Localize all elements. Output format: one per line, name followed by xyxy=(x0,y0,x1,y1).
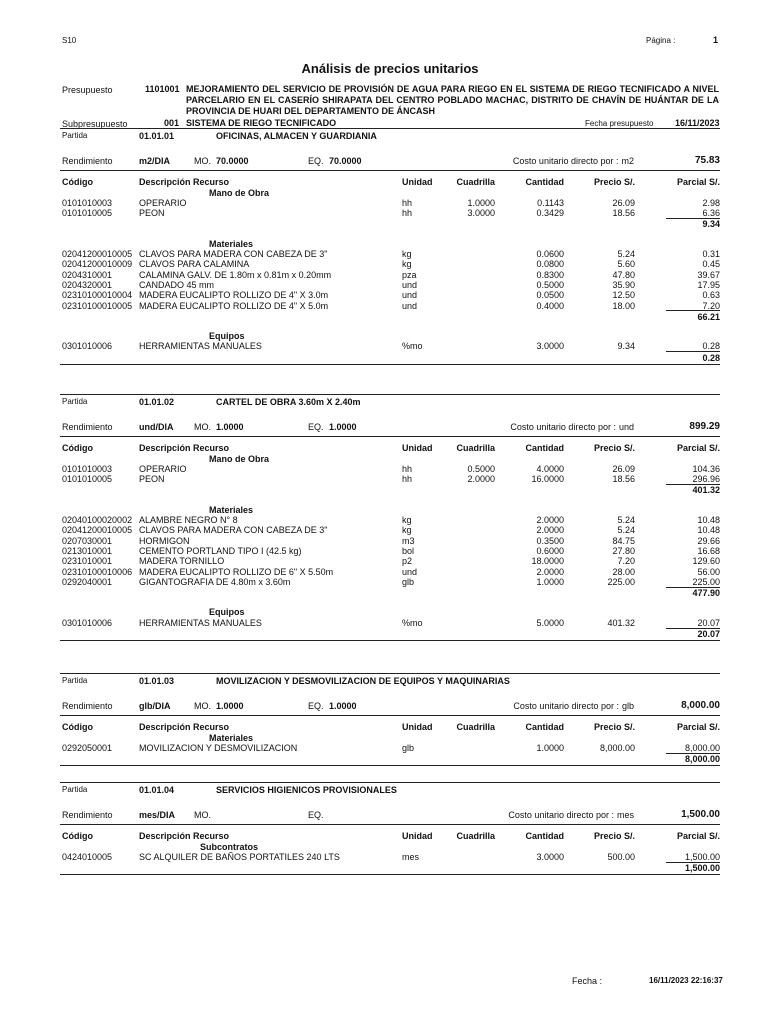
column-header-unidad: Unidad xyxy=(402,722,433,732)
table-row xyxy=(0,474,768,485)
cell-parcial: 0.31 xyxy=(702,249,720,259)
column-header-codigo: Código xyxy=(62,177,93,187)
column-header-parcial: Parcial S/. xyxy=(676,831,720,841)
cell-unidad: bol xyxy=(402,545,415,556)
cell-parcial: 29.66 xyxy=(697,535,720,546)
cell-precio: 5.24 xyxy=(617,515,635,525)
cell-descripcion: MADERA EUCALIPTO ROLLIZO DE 6" X 5.50m xyxy=(139,566,334,577)
cell-precio: 84.75 xyxy=(612,535,635,546)
partida-code: 01.01.02 xyxy=(139,397,175,407)
subpresupuesto-label: Subpresupuesto xyxy=(62,119,128,129)
column-header-cuadrilla: Cuadrilla xyxy=(456,831,495,841)
rendimiento-unit: und/DIA xyxy=(139,422,174,432)
cell-descripcion: CANDADO 45 mm xyxy=(139,279,215,290)
presupuesto-description: MEJORAMIENTO DEL SERVICIO DE PROVISIÓN DE AGUA PARA RIEGO EN EL SISTEMA DE RIEGO TECNIFICADO A NIVEL PARCELARIO EN EL CASERÍO SHIRAPATA DEL CENTRO POBLADO MACHAC, DISTRITO DE CHAVÍN DE HUÁNTAR DE LA PROVINCIA DE HUARI DEL DEPARTAMENTO DE ÁNCASH xyxy=(186,84,719,116)
group-title: Subcontratos xyxy=(200,841,259,852)
column-header-codigo: Código xyxy=(62,722,93,732)
cell-cantidad: 18.0000 xyxy=(531,556,564,567)
page-label: Página : xyxy=(646,36,676,45)
group-title: Equipos xyxy=(209,331,245,342)
cell-parcial: 10.48 xyxy=(697,515,720,525)
partida-top-rule xyxy=(60,782,720,783)
cell-parcial: 16.68 xyxy=(697,545,720,556)
cell-unidad: und xyxy=(402,290,418,301)
cell-descripcion: MADERA EUCALIPTO ROLLIZO DE 4" X 5.0m xyxy=(139,300,329,311)
partida-code: 01.01.03 xyxy=(139,676,175,686)
column-header-descripcion: Descripción Recurso xyxy=(139,722,230,732)
presupuesto-code: 1101001 xyxy=(145,84,180,94)
cell-codigo: 0424010005 xyxy=(62,851,113,862)
cell-precio: 12.50 xyxy=(612,290,635,301)
cell-precio: 18.56 xyxy=(612,474,635,485)
cell-cantidad: 0.8300 xyxy=(536,269,564,280)
presupuesto-label: Presupuesto xyxy=(62,85,113,95)
cell-precio: 28.00 xyxy=(612,566,635,577)
costo-unitario-label xyxy=(513,156,634,166)
cell-precio: 18.56 xyxy=(612,208,635,219)
cell-unidad: glb xyxy=(402,742,415,753)
partida-name: CARTEL DE OBRA 3.60m X 2.40m xyxy=(216,397,361,407)
cell-precio: 35.90 xyxy=(612,279,635,290)
cell-unidad: mes xyxy=(402,851,420,862)
cell-cantidad: 0.0600 xyxy=(536,249,564,259)
column-header-parcial: Parcial S/. xyxy=(676,443,720,453)
cell-cantidad: 2.0000 xyxy=(536,525,564,536)
column-header-descripcion: Descripción Recurso xyxy=(139,831,230,841)
cell-unidad: %mo xyxy=(402,617,423,628)
column-header-unidad: Unidad xyxy=(402,177,433,187)
table-row xyxy=(0,301,768,312)
cell-parcial: 104.36 xyxy=(692,463,720,474)
costo-unitario-value: 1,500.00 xyxy=(681,809,720,820)
group-subtotal: 8,000.00 xyxy=(684,754,720,765)
cell-cantidad: 3.0000 xyxy=(536,341,564,352)
partida-top-rule xyxy=(60,673,720,674)
column-header-row xyxy=(0,831,768,842)
cell-cantidad: 3.0000 xyxy=(536,851,564,862)
cell-descripcion: CLAVOS PARA MADERA CON CABEZA DE 3" xyxy=(139,249,328,259)
cell-descripcion: OPERARIO xyxy=(139,197,187,208)
group-subtotal: 20.07 xyxy=(697,629,720,639)
group-subtotal: 401.32 xyxy=(692,485,720,496)
footer-fecha-value: 16/11/2023 22:16:37 xyxy=(649,976,723,985)
cell-descripcion: PEON xyxy=(139,474,165,485)
cell-codigo: 02041200010005 xyxy=(62,525,133,536)
mo-label: MO. xyxy=(194,422,211,432)
table-row xyxy=(0,618,768,629)
cell-descripcion: CLAVOS PARA MADERA CON CABEZA DE 3" xyxy=(139,525,328,536)
costo-label-text: Costo unitario directo por : xyxy=(512,156,619,166)
cell-precio: 47.80 xyxy=(612,269,635,280)
cell-codigo: 0204310001 xyxy=(62,269,113,280)
partida-bottom-rule xyxy=(60,364,720,365)
costo-unit: m2 xyxy=(621,156,634,166)
cell-cantidad: 5.0000 xyxy=(536,617,564,628)
column-header-descripcion: Descripción Recurso xyxy=(139,177,230,187)
group-title: Mano de Obra xyxy=(209,187,270,198)
cell-precio: 225.00 xyxy=(607,576,635,587)
column-header-row xyxy=(0,177,768,188)
mo-value: 1.0000 xyxy=(216,422,244,432)
cell-precio: 7.20 xyxy=(617,556,635,567)
group-subtotal: 1,500.00 xyxy=(684,863,720,874)
footer-fecha-label: Fecha : xyxy=(572,976,603,986)
mo-value: 70.0000 xyxy=(216,156,249,166)
cell-precio: 5.24 xyxy=(617,249,635,259)
cell-descripcion: MADERA EUCALIPTO ROLLIZO DE 4" X 3.0m xyxy=(139,290,329,301)
cell-unidad: %mo xyxy=(402,341,423,352)
cell-descripcion: OPERARIO xyxy=(139,463,187,474)
cell-precio: 9.34 xyxy=(617,341,635,352)
group-subtotal: 9.34 xyxy=(702,219,720,230)
rendimiento-rule xyxy=(60,715,720,716)
partida-label: Partida xyxy=(62,131,88,140)
cell-parcial: 17.95 xyxy=(697,279,720,290)
rendimiento-rule xyxy=(60,436,720,437)
cell-unidad: hh xyxy=(402,208,413,219)
costo-unit: mes xyxy=(616,810,634,820)
column-header-precio: Precio S/. xyxy=(593,722,635,732)
cell-unidad: m3 xyxy=(402,535,415,546)
partida-label: Partida xyxy=(62,676,88,685)
fecha-presupuesto-label: Fecha presupuesto xyxy=(585,119,654,128)
costo-label-text: Costo unitario directo por : xyxy=(508,810,614,820)
cell-parcial: 8,000.00 xyxy=(684,742,720,753)
table-row xyxy=(0,743,768,754)
eq-value: 70.0000 xyxy=(329,156,362,166)
cell-cuadrilla: 1.0000 xyxy=(467,197,495,208)
cell-cantidad: 1.0000 xyxy=(536,576,564,587)
cell-codigo: 02041200010005 xyxy=(62,249,133,259)
group-subtotal: 66.21 xyxy=(697,311,720,322)
group-title: Mano de Obra xyxy=(209,453,270,464)
partida-code: 01.01.01 xyxy=(139,131,175,141)
cell-parcial: 129.60 xyxy=(692,556,720,567)
partida-top-rule xyxy=(60,128,720,129)
cell-codigo: 0231010001 xyxy=(62,556,113,567)
cell-parcial: 225.00 xyxy=(692,576,720,587)
partida-name: SERVICIOS HIGIENICOS PROVISIONALES xyxy=(216,785,397,795)
partida-bottom-rule xyxy=(60,874,720,875)
cell-parcial: 0.28 xyxy=(702,341,720,352)
cell-unidad: hh xyxy=(402,463,413,474)
rendimiento-unit: m2/DIA xyxy=(139,156,171,166)
table-row xyxy=(0,577,768,588)
rendimiento-unit: glb/DIA xyxy=(139,701,171,711)
column-header-cantidad: Cantidad xyxy=(525,177,564,187)
cell-codigo: 0204320001 xyxy=(62,279,113,290)
cell-precio: 26.09 xyxy=(612,197,635,208)
cell-codigo: 0292040001 xyxy=(62,576,113,587)
cell-parcial: 2.98 xyxy=(702,197,720,208)
cell-codigo: 0292050001 xyxy=(62,742,113,753)
costo-label-text: Costo unitario directo por : xyxy=(513,701,619,711)
column-header-row xyxy=(0,722,768,733)
cell-parcial: 10.48 xyxy=(697,525,720,536)
cell-unidad: kg xyxy=(402,249,412,259)
cell-unidad: kg xyxy=(402,515,412,525)
cell-unidad: hh xyxy=(402,197,413,208)
table-row xyxy=(0,208,768,219)
partida-top-rule xyxy=(60,394,720,395)
column-header-precio: Precio S/. xyxy=(593,831,635,841)
cell-cantidad: 2.0000 xyxy=(536,566,564,577)
cell-precio: 500.00 xyxy=(607,851,635,862)
group-title: Materiales xyxy=(209,238,254,249)
cell-parcial: 0.63 xyxy=(702,290,720,301)
mo-label: MO. xyxy=(194,156,211,166)
cell-cantidad: 1.0000 xyxy=(536,742,564,753)
cell-cantidad: 2.0000 xyxy=(536,515,564,525)
subpresupuesto-description: SISTEMA DE RIEGO TECNIFICADO xyxy=(186,118,337,128)
eq-value: 1.0000 xyxy=(329,422,357,432)
eq-value: 1.0000 xyxy=(329,701,357,711)
rendimiento-label: Rendimiento xyxy=(62,701,113,711)
cell-codigo: 0301010006 xyxy=(62,617,113,628)
partida-code: 01.01.04 xyxy=(139,785,175,795)
cell-precio: 8,000.00 xyxy=(599,742,635,753)
eq-label: EQ. xyxy=(308,810,324,820)
rendimiento-unit: mes/DIA xyxy=(139,810,176,820)
cell-unidad: kg xyxy=(402,525,412,536)
cell-unidad: glb xyxy=(402,576,415,587)
table-row xyxy=(0,341,768,352)
column-header-cantidad: Cantidad xyxy=(525,831,564,841)
cell-codigo: 0301010006 xyxy=(62,341,113,352)
cell-precio: 401.32 xyxy=(607,617,635,628)
costo-unitario-value: 75.83 xyxy=(694,155,720,166)
cell-descripcion: HORMIGON xyxy=(139,535,190,546)
cell-codigo: 0213010001 xyxy=(62,545,113,556)
eq-label: EQ. xyxy=(308,422,324,432)
cell-cantidad: 0.6000 xyxy=(536,545,564,556)
page-number: 1 xyxy=(713,35,719,45)
partida-bottom-rule xyxy=(60,640,720,641)
cell-precio: 26.09 xyxy=(612,463,635,474)
cell-descripcion: CEMENTO PORTLAND TIPO I (42.5 kg) xyxy=(139,545,302,556)
cell-parcial: 296.96 xyxy=(692,474,720,485)
cell-parcial: 7.20 xyxy=(702,300,720,311)
column-header-cuadrilla: Cuadrilla xyxy=(456,443,495,453)
column-header-codigo: Código xyxy=(62,443,93,453)
cell-descripcion: SC ALQUILER DE BAÑOS PORTATILES 240 LTS xyxy=(139,851,340,862)
cell-cantidad: 4.0000 xyxy=(536,463,564,474)
group-subtotal: 477.90 xyxy=(692,588,720,599)
costo-unitario-label xyxy=(513,701,634,711)
partida-label: Partida xyxy=(62,785,88,794)
cell-cuadrilla: 3.0000 xyxy=(467,208,495,219)
cell-codigo: 02310100010006 xyxy=(62,566,133,577)
costo-unitario-value: 899.29 xyxy=(689,421,720,432)
cell-codigo: 02041200010009 xyxy=(62,259,133,270)
column-header-row xyxy=(0,443,768,454)
cell-cuadrilla: 0.5000 xyxy=(467,463,495,474)
column-header-codigo: Código xyxy=(62,831,93,841)
costo-label-text: Costo unitario directo por : xyxy=(510,422,616,432)
cell-codigo: 02310100010005 xyxy=(62,300,133,311)
cell-unidad: p2 xyxy=(402,556,413,567)
mo-label: MO. xyxy=(194,810,211,820)
cell-parcial: 56.00 xyxy=(697,566,720,577)
cell-codigo: 02310100010004 xyxy=(62,290,133,301)
partida-name: OFICINAS, ALMACEN Y GUARDIANIA xyxy=(216,131,377,141)
eq-label: EQ. xyxy=(308,701,324,711)
cell-codigo: 0207030001 xyxy=(62,535,113,546)
cell-descripcion: ALAMBRE NEGRO N° 8 xyxy=(139,515,238,525)
cell-precio: 27.80 xyxy=(612,545,635,556)
costo-unitario-value: 8,000.00 xyxy=(681,700,720,711)
cell-precio: 5.60 xyxy=(617,259,635,270)
cell-codigo: 02040100020002 xyxy=(62,515,133,525)
cell-descripcion: HERRAMIENTAS MANUALES xyxy=(139,341,262,352)
rendimiento-rule xyxy=(60,824,720,825)
costo-unit: und xyxy=(618,422,634,432)
partida-label: Partida xyxy=(62,397,88,406)
column-header-cuadrilla: Cuadrilla xyxy=(456,177,495,187)
rendimiento-rule xyxy=(60,170,720,171)
group-title: Materiales xyxy=(209,504,254,515)
column-header-cantidad: Cantidad xyxy=(525,443,564,453)
system-label: S10 xyxy=(62,36,77,45)
cell-descripcion: HERRAMIENTAS MANUALES xyxy=(139,617,262,628)
cell-cantidad: 0.3429 xyxy=(536,208,564,219)
partida-name: MOVILIZACION Y DESMOVILIZACION DE EQUIPOS Y MAQUINARIAS xyxy=(216,676,510,686)
cell-unidad: kg xyxy=(402,259,412,270)
cell-parcial: 39.67 xyxy=(697,269,720,280)
column-header-cantidad: Cantidad xyxy=(525,722,564,732)
cell-codigo: 0101010005 xyxy=(62,474,113,485)
cell-descripcion: MADERA TORNILLO xyxy=(139,556,225,567)
costo-unitario-label xyxy=(508,810,634,820)
column-header-parcial: Parcial S/. xyxy=(676,177,720,187)
cell-cantidad: 0.1143 xyxy=(537,197,564,208)
cell-cantidad: 0.3500 xyxy=(536,535,564,546)
column-header-precio: Precio S/. xyxy=(593,177,635,187)
costo-unit: glb xyxy=(621,701,634,711)
cell-descripcion: CALAMINA GALV. DE 1.80m x 0.81m x 0.20mm xyxy=(139,269,332,280)
subpresupuesto-code: 001 xyxy=(164,118,180,128)
cell-precio: 18.00 xyxy=(612,300,635,311)
cell-cuadrilla: 2.0000 xyxy=(467,474,495,485)
column-header-parcial: Parcial S/. xyxy=(676,722,720,732)
cell-descripcion: CLAVOS PARA CALAMINA xyxy=(139,259,250,270)
rendimiento-label: Rendimiento xyxy=(62,156,113,166)
cell-parcial: 20.07 xyxy=(697,617,720,628)
column-header-precio: Precio S/. xyxy=(593,443,635,453)
cell-descripcion: GIGANTOGRAFIA DE 4.80m x 3.60m xyxy=(139,576,291,587)
mo-value: 1.0000 xyxy=(216,701,244,711)
mo-label: MO. xyxy=(194,701,211,711)
cell-parcial: 1,500.00 xyxy=(684,851,720,862)
cell-cantidad: 0.5000 xyxy=(536,279,564,290)
cell-descripcion: PEON xyxy=(139,208,165,219)
costo-unitario-label xyxy=(510,422,634,432)
fecha-presupuesto-value: 16/11/2023 xyxy=(675,118,720,128)
cell-parcial: 6.36 xyxy=(702,208,720,219)
cell-unidad: pza xyxy=(402,269,417,280)
partida-bottom-rule xyxy=(60,765,720,766)
cell-cantidad: 16.0000 xyxy=(531,474,564,485)
table-row xyxy=(0,852,768,863)
cell-codigo: 0101010005 xyxy=(62,208,113,219)
page-title: Análisis de precios unitarios xyxy=(301,61,479,76)
rendimiento-label: Rendimiento xyxy=(62,810,113,820)
column-header-unidad: Unidad xyxy=(402,443,433,453)
column-header-unidad: Unidad xyxy=(402,831,433,841)
cell-descripcion: MOVILIZACION Y DESMOVILIZACION xyxy=(139,742,298,753)
cell-cantidad: 0.0800 xyxy=(536,259,564,270)
cell-codigo: 0101010003 xyxy=(62,463,113,474)
cell-unidad: und xyxy=(402,279,418,290)
rendimiento-label: Rendimiento xyxy=(62,422,113,432)
group-subtotal: 0.28 xyxy=(702,352,720,363)
column-header-descripcion: Descripción Recurso xyxy=(139,443,230,453)
cell-cantidad: 0.0500 xyxy=(536,290,564,301)
cell-unidad: hh xyxy=(402,474,413,485)
cell-unidad: und xyxy=(402,566,418,577)
cell-cantidad: 0.4000 xyxy=(536,300,564,311)
cell-unidad: und xyxy=(402,300,418,311)
cell-parcial: 0.45 xyxy=(702,259,720,270)
group-title: Equipos xyxy=(209,607,245,618)
group-title: Materiales xyxy=(209,732,254,743)
cell-codigo: 0101010003 xyxy=(62,197,113,208)
column-header-cuadrilla: Cuadrilla xyxy=(456,722,495,732)
eq-label: EQ. xyxy=(308,156,324,166)
cell-precio: 5.24 xyxy=(617,525,635,536)
